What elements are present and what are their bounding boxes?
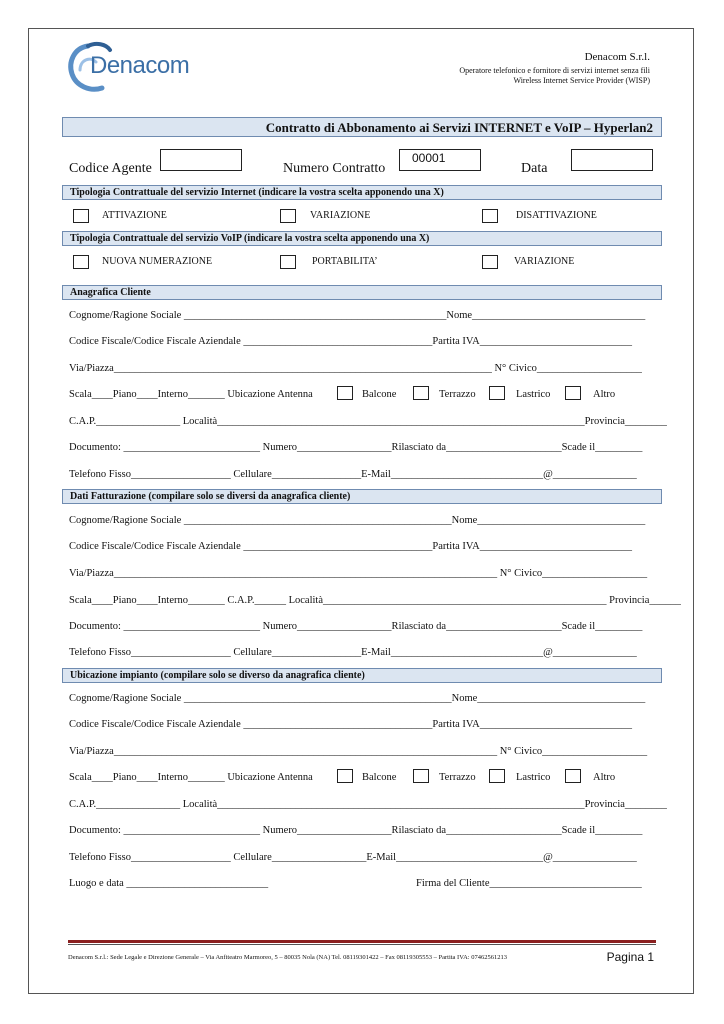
- ubicazione-terrazzo-checkbox[interactable]: [413, 769, 429, 783]
- variazione-internet-label: VARIAZIONE: [310, 210, 371, 221]
- ubicazione-scala-line[interactable]: Scala____Piano____Interno_______ Ubicazione Antenna: [69, 772, 313, 783]
- data-label: Data: [521, 161, 548, 176]
- internet-section-title: Tipologia Contrattuale del servizio Internet (indicare la vostra scelta apponendo una X): [70, 187, 444, 198]
- ubicazione-section-header: [62, 668, 662, 683]
- codice-agente-label: Codice Agente: [69, 161, 152, 176]
- ubicazione-documento-line[interactable]: Documento: __________________________ Numero__________________Rilasciato da______________________Scade il_________: [69, 825, 643, 836]
- fatturazione-cognome-nome-line[interactable]: Cognome/Ragione Sociale ___________________________________________________Nome________________________________: [69, 515, 646, 526]
- fatturazione-via-line[interactable]: Via/Piazza_________________________________________________________________________ N° Civico____________________: [69, 568, 648, 579]
- anagrafica-lastrico-label: Lastrico: [516, 389, 551, 400]
- ubicazione-cap-line[interactable]: C.A.P.________________ Località______________________________________________________________________Provincia________: [69, 799, 667, 810]
- anagrafica-terrazzo-checkbox[interactable]: [413, 386, 429, 400]
- title-bar: [62, 117, 662, 137]
- company-subtitle-wisp: Wireless Internet Service Provider (WISP): [513, 76, 650, 85]
- anagrafica-section-header: [62, 285, 662, 300]
- anagrafica-section-title: Anagrafica Cliente: [70, 287, 151, 298]
- company-name: Denacom S.r.l.: [584, 51, 650, 63]
- variazione-voip-label: VARIAZIONE: [514, 256, 575, 267]
- anagrafica-lastrico-checkbox[interactable]: [489, 386, 505, 400]
- anagrafica-scala-line[interactable]: Scala____Piano____Interno_______ Ubicazione Antenna: [69, 389, 313, 400]
- numero-contratto-field[interactable]: 00001: [399, 149, 481, 171]
- ubicazione-terrazzo-label: Terrazzo: [439, 772, 476, 783]
- codice-agente-field[interactable]: [160, 149, 242, 171]
- anagrafica-via-line[interactable]: Via/Piazza________________________________________________________________________ N° Civico____________________: [69, 363, 642, 374]
- anagrafica-balcone-checkbox[interactable]: [337, 386, 353, 400]
- nuova-numerazione-checkbox[interactable]: [73, 255, 89, 269]
- fatturazione-scala-line[interactable]: Scala____Piano____Interno_______ C.A.P.______ Località______________________________________________________ Provincia______: [69, 595, 681, 606]
- anagrafica-cognome-nome-line[interactable]: Cognome/Ragione Sociale __________________________________________________Nome_________________________________: [69, 310, 646, 321]
- ubicazione-lastrico-label: Lastrico: [516, 772, 551, 783]
- portabilita-label: PORTABILITA’: [312, 256, 378, 267]
- anagrafica-documento-line[interactable]: Documento: __________________________ Numero__________________Rilasciato da______________________Scade il_________: [69, 442, 643, 453]
- variazione-voip-checkbox[interactable]: [482, 255, 498, 269]
- ubicazione-via-line[interactable]: Via/Piazza_________________________________________________________________________ N° Civico____________________: [69, 746, 648, 757]
- denacom-logo: [66, 40, 226, 96]
- fatturazione-section-header: [62, 489, 662, 504]
- voip-section-header: [62, 231, 662, 246]
- portabilita-checkbox[interactable]: [280, 255, 296, 269]
- footer-legal-text: Denacom S.r.l.: Sede Legale e Direzione Generale – Via Anfiteatro Marmoreo, 5 – 80035 Nola (NA) Tel. 08119301422 – Fax 08119305553 – Partita IVA: 07462561213: [68, 954, 507, 961]
- data-field[interactable]: [571, 149, 653, 171]
- company-subtitle: Operatore telefonico e fornitore di servizi internet senza fili: [459, 66, 650, 75]
- logo-text: Denacom: [90, 52, 190, 79]
- anagrafica-terrazzo-label: Terrazzo: [439, 389, 476, 400]
- ubicazione-balcone-checkbox[interactable]: [337, 769, 353, 783]
- internet-section-header: [62, 185, 662, 200]
- attivazione-checkbox[interactable]: [73, 209, 89, 223]
- ubicazione-altro-label: Altro: [593, 772, 616, 783]
- ubicazione-lastrico-checkbox[interactable]: [489, 769, 505, 783]
- ubicazione-telefono-line[interactable]: Telefono Fisso___________________ Cellulare__________________E-Mail____________________________@________________: [69, 852, 637, 863]
- disattivazione-label: DISATTIVAZIONE: [516, 210, 597, 221]
- anagrafica-altro-checkbox[interactable]: [565, 386, 581, 400]
- disattivazione-checkbox[interactable]: [482, 209, 498, 223]
- fatturazione-telefono-line[interactable]: Telefono Fisso___________________ Cellulare_________________E-Mail_____________________________@________________: [69, 647, 637, 658]
- anagrafica-altro-label: Altro: [593, 389, 616, 400]
- fatturazione-section-title: Dati Fatturazione (compilare solo se diversi da anagrafica cliente): [70, 491, 351, 502]
- nuova-numerazione-label: NUOVA NUMERAZIONE: [102, 256, 213, 267]
- ubicazione-cognome-nome-line[interactable]: Cognome/Ragione Sociale ___________________________________________________Nome________________________________: [69, 693, 646, 704]
- attivazione-label: ATTIVAZIONE: [102, 210, 167, 221]
- anagrafica-balcone-label: Balcone: [362, 389, 397, 400]
- ubicazione-balcone-label: Balcone: [362, 772, 397, 783]
- footer-rule-thin: [68, 944, 656, 945]
- variazione-internet-checkbox[interactable]: [280, 209, 296, 223]
- ubicazione-altro-checkbox[interactable]: [565, 769, 581, 783]
- anagrafica-telefono-line[interactable]: Telefono Fisso___________________ Cellulare_________________E-Mail_____________________________@________________: [69, 469, 637, 480]
- fatturazione-codice-fiscale-line[interactable]: Codice Fiscale/Codice Fiscale Aziendale ____________________________________Partita IVA_____________________________: [69, 541, 632, 552]
- firma-cliente-line[interactable]: Firma del Cliente_____________________________: [416, 878, 642, 889]
- ubicazione-section-title: Ubicazione impianto (compilare solo se diverso da anagrafica cliente): [70, 670, 365, 681]
- voip-section-title: Tipologia Contrattuale del servizio VoIP (indicare la vostra scelta apponendo una X): [70, 233, 430, 244]
- numero-contratto-label: Numero Contratto: [283, 161, 386, 176]
- document-title: Contratto di Abbonamento ai Servizi INTERNET e VoIP – Hyperlan2: [265, 120, 653, 135]
- anagrafica-codice-fiscale-line[interactable]: Codice Fiscale/Codice Fiscale Aziendale ____________________________________Partita IVA_____________________________: [69, 336, 632, 347]
- ubicazione-codice-fiscale-line[interactable]: Codice Fiscale/Codice Fiscale Aziendale ____________________________________Partita IVA_____________________________: [69, 719, 632, 730]
- fatturazione-documento-line[interactable]: Documento: __________________________ Numero__________________Rilasciato da______________________Scade il_________: [69, 621, 643, 632]
- luogo-data-line[interactable]: Luogo e data ___________________________: [69, 878, 269, 889]
- page-number: Pagina 1: [606, 950, 654, 964]
- footer-rule: [68, 940, 656, 943]
- anagrafica-cap-line[interactable]: C.A.P.________________ Località______________________________________________________________________Provincia________: [69, 416, 667, 427]
